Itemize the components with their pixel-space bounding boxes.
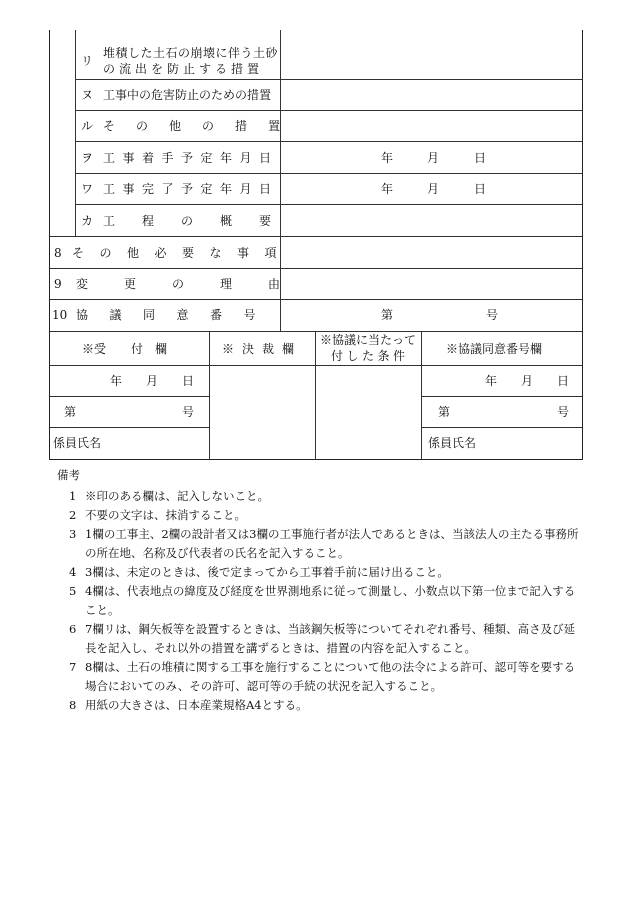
row-ri-label: リ — [81, 54, 94, 68]
note-text: 用紙の大きさは、日本産業規格A4とする。 — [85, 698, 308, 712]
item8-label: その他必要な事項 — [72, 246, 293, 260]
row-wo-label: ヲ — [81, 151, 94, 165]
row-nu-text: 工事中の危害防止のための措置 — [103, 88, 272, 102]
row-ka-text: 工程の概要 — [103, 214, 299, 228]
start-date-year: 年 — [381, 151, 394, 165]
note-number: 8 — [69, 698, 77, 712]
kyogi-year: 年 — [485, 374, 498, 388]
item9-number: 9 — [54, 277, 62, 291]
note-number: 3 — [69, 527, 77, 541]
item10-dai: 第 — [381, 308, 394, 322]
uketsuke-month: 月 — [146, 374, 159, 388]
note-item — [57, 563, 597, 582]
note-item — [57, 487, 597, 506]
note-item — [57, 696, 597, 715]
kyogi-bango-header: ※協議同意番号欄 — [446, 342, 543, 356]
jouken-header-line2: 付した条件 — [331, 349, 409, 363]
row-ka-label: カ — [81, 214, 94, 228]
note-text: 不要の文字は、抹消すること。 — [85, 508, 246, 522]
item10-number: 10 — [52, 308, 68, 322]
notes-title: 備考 — [57, 468, 80, 482]
row-wa-label: ワ — [81, 182, 94, 196]
column-line — [421, 331, 422, 460]
row-line — [75, 173, 583, 174]
row-ri-text-line1: 堆積した土石の崩壊に伴う土砂 — [103, 46, 279, 60]
row-line — [421, 396, 583, 397]
row-line — [75, 141, 583, 142]
note-item — [57, 525, 597, 563]
item10-label: 協議同意番号 — [76, 308, 278, 322]
item9-label: 変更の理由 — [76, 277, 317, 291]
end-date-year: 年 — [381, 182, 394, 196]
end-date-day: 日 — [474, 182, 487, 196]
note-text-line2: の所在地、名称及び代表者の氏名を記入すること。 — [85, 546, 350, 560]
note-item — [57, 620, 597, 658]
row-line — [75, 110, 583, 111]
note-number: 1 — [69, 489, 77, 503]
note-number: 2 — [69, 508, 77, 522]
note-text-line1: 8欄は、土石の堆積に関する工事を施行することについて他の法令による許可、認可等を要する — [85, 660, 576, 674]
kessai-header: ※決裁欄 — [222, 342, 303, 356]
kyogi-kakari: 係員氏名 — [428, 436, 477, 450]
column-line — [75, 30, 76, 236]
note-item — [57, 506, 597, 525]
uketsuke-go: 号 — [182, 405, 195, 419]
row-line — [49, 236, 583, 237]
kyogi-dai: 第 — [438, 405, 451, 419]
note-text-line2: 場合においてのみ、その許可、認可等の手続の状況を記入すること。 — [85, 679, 443, 693]
uketsuke-kakari: 係員氏名 — [53, 436, 102, 450]
row-ri-text-line2: の流出を防止する措置 — [103, 62, 264, 76]
row-ru-label: ル — [81, 119, 94, 133]
note-text-line2: 長を記入し、それ以外の措置を講ずるときは、措置の内容を記入すること。 — [85, 641, 476, 655]
row-line — [49, 365, 583, 366]
note-number: 4 — [69, 565, 77, 579]
uketsuke-day: 日 — [182, 374, 195, 388]
uketsuke-year: 年 — [110, 374, 123, 388]
notes-section — [57, 466, 597, 715]
jouken-header-line1: ※協議に当たって — [320, 333, 417, 347]
row-line — [49, 331, 583, 332]
note-number: 5 — [69, 584, 77, 598]
row-line — [75, 79, 583, 80]
row-ru-text: その他の措置 — [103, 119, 302, 133]
kyogi-month: 月 — [521, 374, 534, 388]
kyogi-go: 号 — [557, 405, 570, 419]
note-text: 3欄は、未定のときは、後で定まってから工事着手前に届け出ること。 — [85, 565, 449, 579]
row-line — [49, 427, 209, 428]
row-line — [49, 396, 209, 397]
uketsuke-header-mark: ※受 — [82, 342, 107, 356]
uketsuke-dai: 第 — [64, 405, 77, 419]
note-number: 6 — [69, 622, 77, 636]
row-line — [75, 204, 583, 205]
row-nu-label: ヌ — [81, 88, 94, 102]
note-item — [57, 658, 597, 696]
row-line — [49, 299, 583, 300]
item8-number: 8 — [54, 246, 62, 260]
note-text-line2: こと。 — [85, 603, 120, 617]
kyogi-day: 日 — [557, 374, 570, 388]
start-date-month: 月 — [427, 151, 440, 165]
start-date-day: 日 — [474, 151, 487, 165]
note-text: ※印のある欄は、記入しないこと。 — [85, 489, 269, 503]
row-line — [49, 268, 583, 269]
row-line — [421, 427, 583, 428]
end-date-month: 月 — [427, 182, 440, 196]
row-wo-text: 工事着手予定年月日 — [103, 151, 279, 165]
note-text-line1: 1欄の工事主、2欄の設計者又は3欄の工事施行者が法人であるときは、当該法人の主たる事務所 — [85, 527, 579, 541]
note-text-line1: 4欄は、代表地点の緯度及び経度を世界測地系に従って測量し、小数点以下第一位まで記入する — [85, 584, 576, 598]
column-line — [209, 331, 210, 460]
note-text-line1: 7欄リは、鋼矢板等を設置するときは、当該鋼矢板等についてそれぞれ番号、種類、高さ及び延 — [85, 622, 576, 636]
note-number: 7 — [69, 660, 77, 674]
uketsuke-header-rest: 付欄 — [131, 342, 180, 356]
note-item — [57, 582, 597, 620]
row-wa-text: 工事完了予定年月日 — [103, 182, 279, 196]
item10-go: 号 — [486, 308, 499, 322]
column-line — [315, 331, 316, 460]
